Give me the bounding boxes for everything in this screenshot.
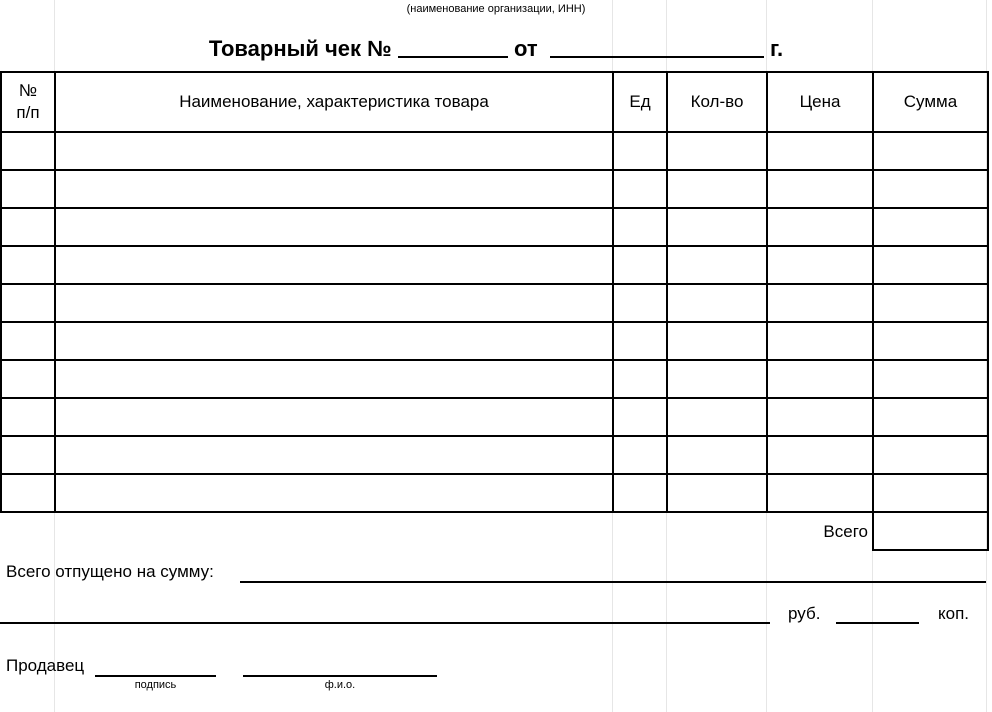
cell-name[interactable] (55, 284, 613, 322)
total-label: Всего (823, 521, 868, 541)
cell-name[interactable] (55, 322, 613, 360)
cell-name[interactable] (55, 474, 613, 512)
cell-name[interactable] (55, 436, 613, 474)
released-label: Всего отпущено на сумму: (6, 562, 214, 581)
cell-number[interactable] (1, 436, 55, 474)
cell-unit[interactable] (613, 398, 667, 436)
total-sum-cell[interactable] (873, 512, 988, 550)
cell-price[interactable] (767, 284, 873, 322)
cell-name[interactable] (55, 360, 613, 398)
col-header-name: Наименование, характеристика товара (55, 72, 613, 132)
title-from: от (513, 36, 538, 61)
cell-sum[interactable] (873, 474, 988, 512)
cell-sum[interactable] (873, 132, 988, 170)
cell-number[interactable] (1, 246, 55, 284)
cell-price[interactable] (767, 208, 873, 246)
cell-name[interactable] (55, 170, 613, 208)
col-header-qty: Кол-во (667, 72, 767, 132)
cell-qty[interactable] (667, 208, 767, 246)
table-row (1, 360, 988, 398)
seller-label: Продавец (6, 656, 85, 675)
col-header-sum: Сумма (873, 72, 988, 132)
cell-name[interactable] (55, 246, 613, 284)
table-row (1, 436, 988, 474)
cell-number[interactable] (1, 170, 55, 208)
cell-sum[interactable] (873, 398, 988, 436)
cell-name[interactable] (55, 132, 613, 170)
cell-qty[interactable] (667, 284, 767, 322)
amount-words-line-2[interactable] (0, 622, 770, 624)
cell-number[interactable] (1, 398, 55, 436)
cell-unit[interactable] (613, 170, 667, 208)
cell-unit[interactable] (613, 360, 667, 398)
amount-words-line[interactable] (240, 581, 986, 583)
col-header-price: Цена (767, 72, 873, 132)
signature-line[interactable] (95, 675, 216, 677)
cell-number[interactable] (1, 474, 55, 512)
seller-name-line[interactable] (243, 675, 437, 677)
cell-sum[interactable] (873, 284, 988, 322)
cell-price[interactable] (767, 132, 873, 170)
table-row (1, 398, 988, 436)
items-table (0, 71, 989, 551)
col-header-unit: Ед (613, 72, 667, 132)
table-row (1, 284, 988, 322)
cell-qty[interactable] (667, 360, 767, 398)
cell-unit[interactable] (613, 474, 667, 512)
cell-unit[interactable] (613, 436, 667, 474)
cell-sum[interactable] (873, 360, 988, 398)
receipt-date-blank[interactable] (550, 36, 764, 58)
cell-sum[interactable] (873, 208, 988, 246)
table-header-row (1, 72, 988, 132)
cell-price[interactable] (767, 436, 873, 474)
cell-name[interactable] (55, 398, 613, 436)
cell-qty[interactable] (667, 474, 767, 512)
receipt-number-blank[interactable] (398, 36, 508, 58)
cell-qty[interactable] (667, 246, 767, 284)
cell-unit[interactable] (613, 132, 667, 170)
title-prefix: Товарный чек № (208, 36, 392, 61)
kop-label: коп. (938, 604, 970, 623)
document-title (0, 36, 992, 62)
rub-label: руб. (788, 604, 821, 623)
cell-price[interactable] (767, 360, 873, 398)
cell-qty[interactable] (667, 132, 767, 170)
title-suffix: г. (769, 36, 784, 61)
cell-sum[interactable] (873, 436, 988, 474)
cell-price[interactable] (767, 170, 873, 208)
table-row (1, 132, 988, 170)
table-row (1, 246, 988, 284)
org-caption: (наименование организации, ИНН) (406, 3, 586, 15)
cell-number[interactable] (1, 208, 55, 246)
table-row (1, 322, 988, 360)
cell-unit[interactable] (613, 322, 667, 360)
cell-sum[interactable] (873, 322, 988, 360)
cell-price[interactable] (767, 322, 873, 360)
total-row (1, 512, 988, 550)
cell-number[interactable] (1, 284, 55, 322)
cell-price[interactable] (767, 246, 873, 284)
cell-qty[interactable] (667, 398, 767, 436)
cell-qty[interactable] (667, 170, 767, 208)
cell-sum[interactable] (873, 246, 988, 284)
name-caption: ф.и.о. (324, 679, 356, 691)
cell-unit[interactable] (613, 208, 667, 246)
cell-qty[interactable] (667, 436, 767, 474)
cell-name[interactable] (55, 208, 613, 246)
cell-number[interactable] (1, 360, 55, 398)
cell-qty[interactable] (667, 322, 767, 360)
cell-number[interactable] (1, 132, 55, 170)
cell-sum[interactable] (873, 170, 988, 208)
cell-unit[interactable] (613, 246, 667, 284)
col-header-number: № п/п (1, 72, 55, 132)
table-row (1, 474, 988, 512)
cell-price[interactable] (767, 474, 873, 512)
table-row (1, 208, 988, 246)
cell-unit[interactable] (613, 284, 667, 322)
cell-number[interactable] (1, 322, 55, 360)
table-row (1, 170, 988, 208)
cell-price[interactable] (767, 398, 873, 436)
signature-caption: подпись (134, 679, 177, 691)
kop-line[interactable] (836, 622, 919, 624)
